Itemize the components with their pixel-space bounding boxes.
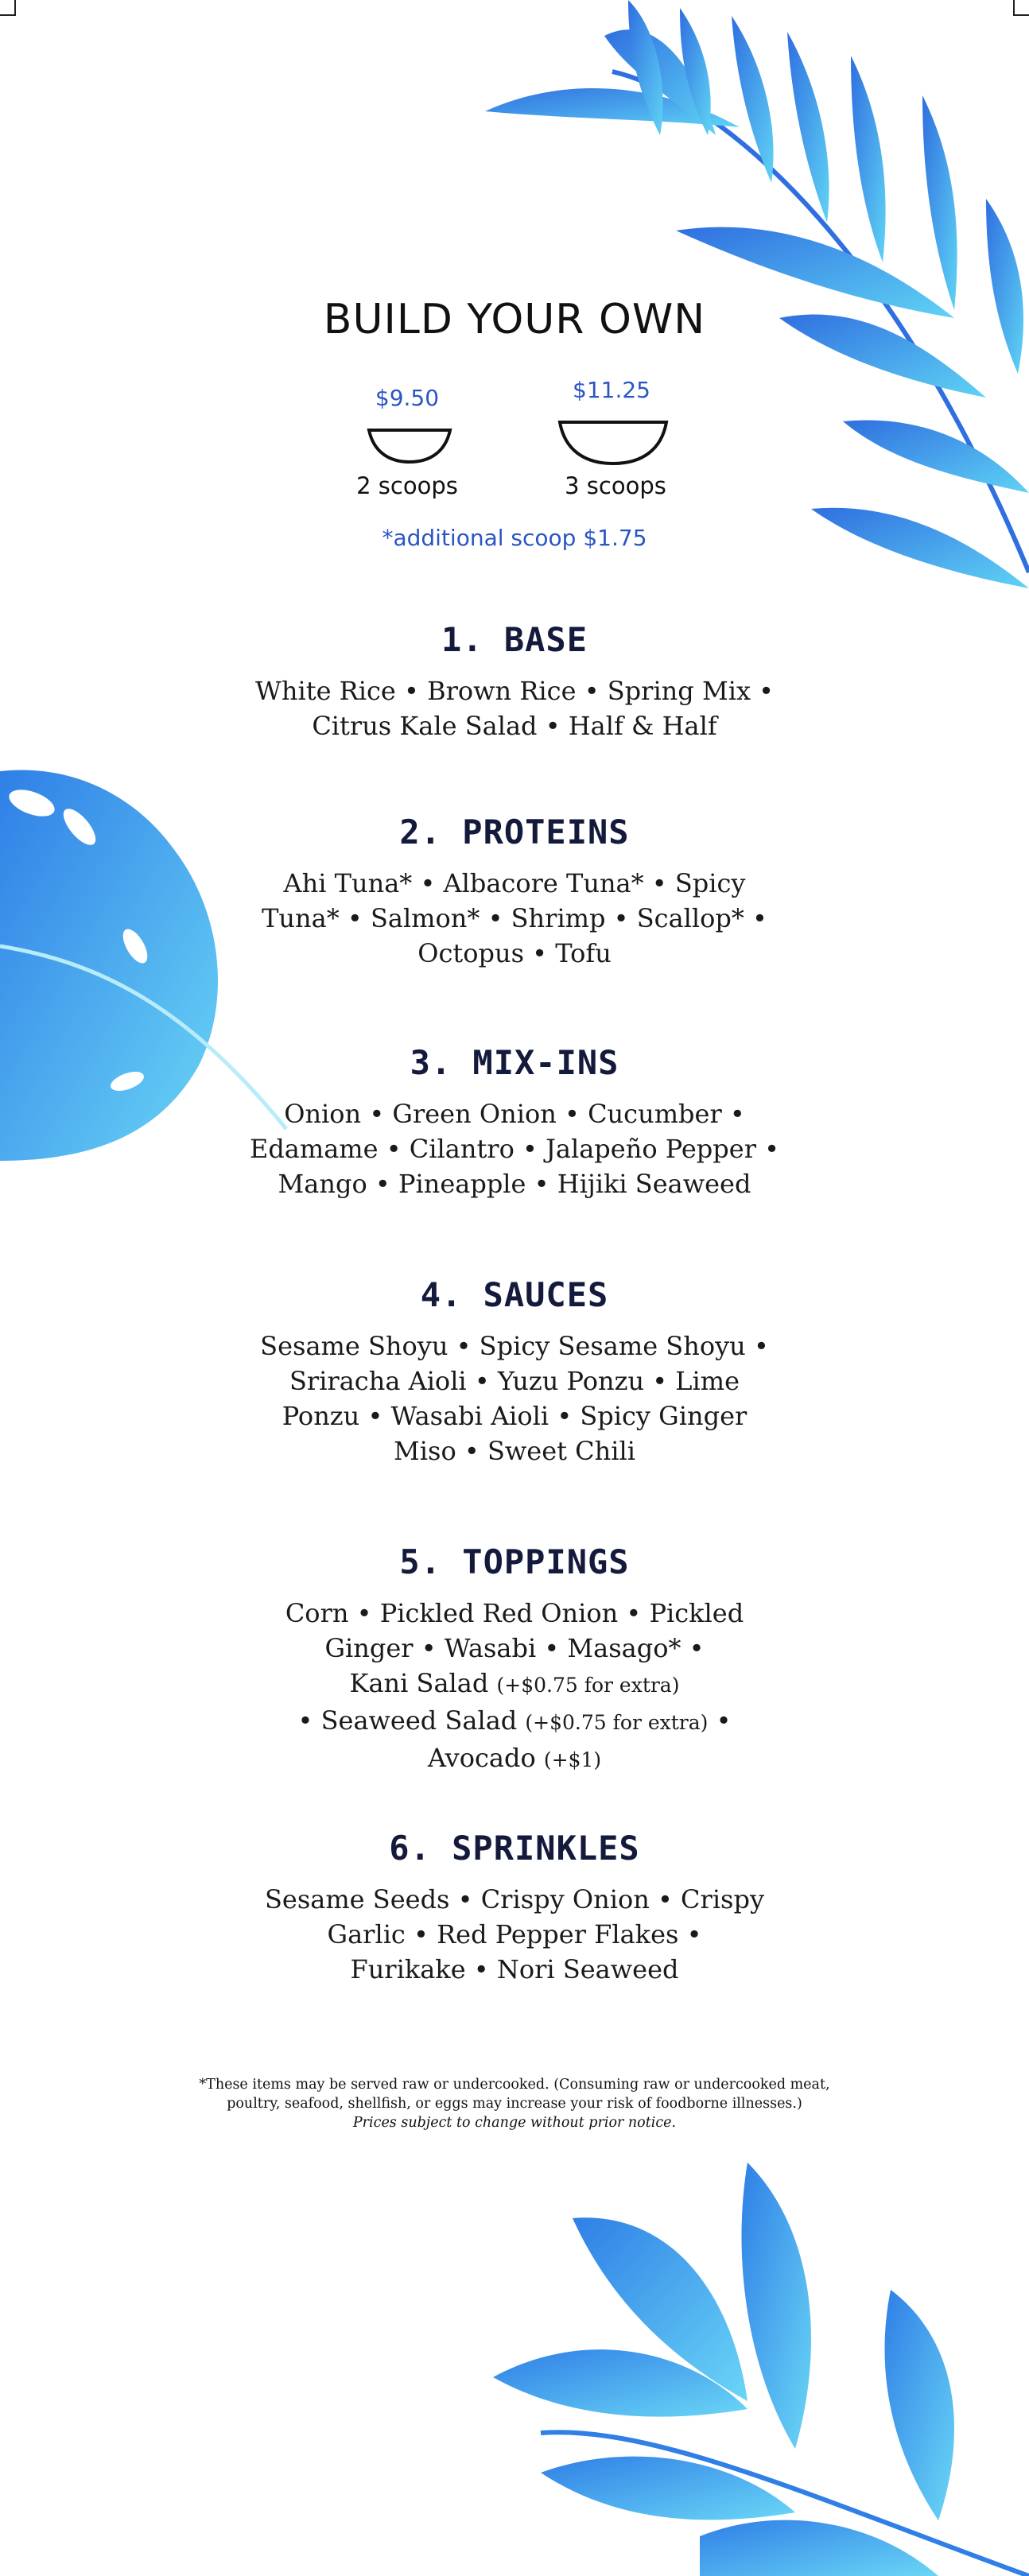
section-items: Sesame Seeds • Crispy Onion • Crispy Garlic • Red Pepper Flakes • Furikake • Nori Seaweed: [264, 1884, 765, 1984]
section-items: Ahi Tuna* • Albacore Tuna* • Spicy Tuna* • Salmon* • Shrimp • Scallop* • Octopus • Tofu: [262, 868, 767, 968]
section-title: 1. BASE: [441, 620, 588, 659]
section-title: 4. SAUCES: [420, 1275, 609, 1314]
section-title: 5. TOPPINGS: [399, 1542, 630, 1581]
bowl-icon-small: [366, 425, 453, 465]
seaweed-salad-line: • Seaweed Salad (+$0.75 for extra) •: [297, 1705, 732, 1736]
leaf-branch-bottom-right-icon: [493, 2163, 1029, 2576]
price-three-scoops: $11.25: [573, 377, 650, 403]
section-items: Sesame Shoyu • Spicy Sesame Shoyu • Sriracha Aioli • Yuzu Ponzu • Lime Ponzu • Wasabi Aioli • Spicy Ginger Miso • Sweet Chili: [260, 1331, 769, 1466]
section-items: Corn • Pickled Red Onion • Pickled Ginger • Wasabi • Masago* • Kani Salad (+$0.75 for extra) • Seaweed Salad (+$0.75 for extra) • Avocado (+$1): [0, 1596, 1029, 1778]
disclaimer: *These items may be served raw or undercooked. (Consuming raw or undercooked meat, poultry, seafood, shellfish, or eggs may increase your risk of foodborne illnesses.) Prices subject to change without prior notice.: [199, 2077, 830, 2131]
section-toppings: [0, 1542, 1029, 1778]
crop-mark-top-left: [0, 0, 16, 16]
label-three-scoops: 3 scoops: [565, 472, 666, 499]
bowl-icon-large: [557, 417, 670, 467]
price-two-scoops: $9.50: [375, 385, 440, 411]
section-title: 6. SPRINKLES: [389, 1829, 640, 1868]
section-title: 2. PROTEINS: [399, 813, 630, 852]
kani-salad-line: Kani Salad (+$0.75 for extra): [349, 1668, 680, 1698]
section-items: White Rice • Brown Rice • Spring Mix • Citrus Kale Salad • Half & Half: [254, 676, 775, 741]
label-two-scoops: 2 scoops: [356, 472, 458, 499]
page-title: BUILD YOUR OWN: [323, 296, 706, 343]
additional-scoop-note: *additional scoop $1.75: [382, 525, 647, 551]
section-base: [0, 620, 1029, 743]
avocado-line: Avocado (+$1): [427, 1743, 602, 1773]
section-title: 3. MIX-INS: [410, 1043, 619, 1082]
section-proteins: [0, 813, 1029, 971]
section-items: Onion • Green Onion • Cucumber • Edamame • Cilantro • Jalapeño Pepper • Mango • Pineapple • Hijiki Seaweed: [249, 1099, 780, 1199]
section-mix-ins: [0, 1043, 1029, 1201]
section-sauces: [0, 1275, 1029, 1468]
section-sprinkles: [0, 1829, 1029, 1987]
